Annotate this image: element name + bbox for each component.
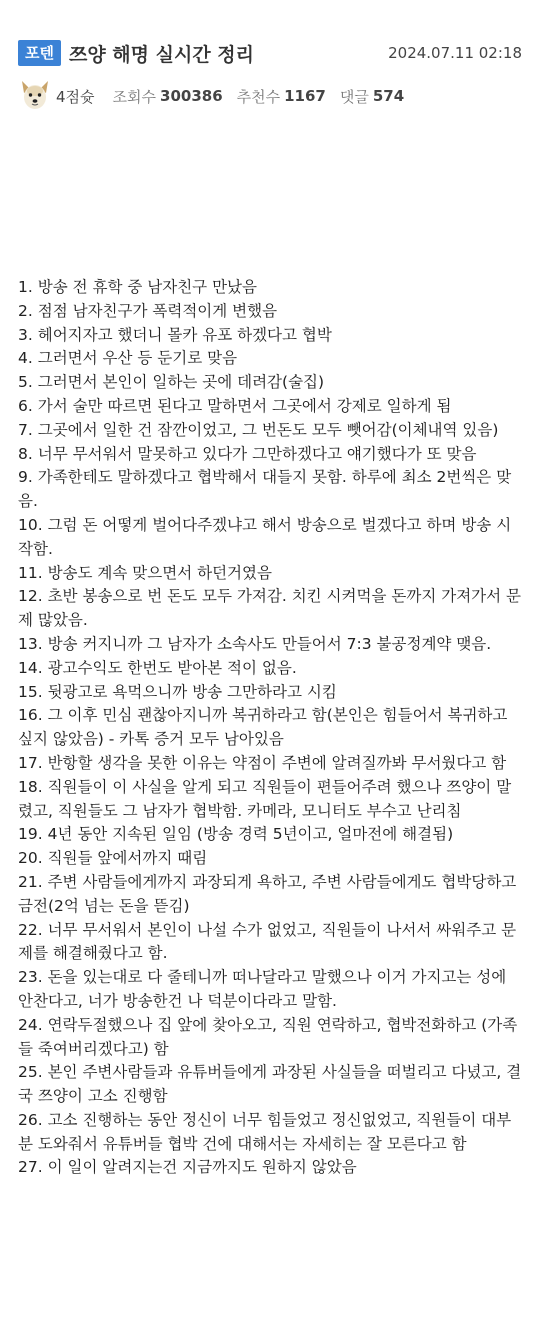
content-line: 17. 반항할 생각을 못한 이유는 약점이 주변에 알려질까봐 무서웠다고 함 — [18, 753, 507, 772]
post-body — [0, 116, 540, 1180]
content-line: 22. 너무 무서워서 본인이 나설 수가 없었고, 직원들이 나서서 싸워주고 문제를 해결해줬다고 함. — [18, 920, 517, 963]
content-line: 19. 4년 동안 지속된 일임 (방송 경력 5년이고, 얼마전에 해결됨) — [18, 825, 454, 844]
post-header — [0, 0, 540, 116]
content-line: 23. 돈을 있는대로 다 줄테니까 떠나달라고 말했으나 이거 가지고는 성에 안찬다고, 너가 방송한건 나 덕분이다라고 말함. — [18, 968, 507, 1010]
content-line: 14. 광고수익도 한번도 받아본 적이 없음. — [18, 658, 297, 677]
content-line: 12. 초반 봉송으로 번 돈도 모두 가져감. 치킨 시켜먹을 돈까지 가져가서 문제 많았음. — [18, 587, 522, 630]
meta-row — [18, 76, 522, 116]
content-line: 13. 방송 커지니까 그 남자가 소속사도 만들어서 7:3 불공정계약 맺음. — [18, 634, 492, 653]
content-line: 25. 본인 주변사람들과 유튜버들에게 과장된 사실들을 떠벌리고 다녔고, 결국 쯔양이 고소 진행함 — [18, 1063, 522, 1106]
author-name[interactable]: 4점슛 — [56, 87, 95, 106]
comments-label: 댓글 — [339, 87, 369, 106]
comments-count[interactable]: 574 — [372, 87, 405, 105]
dog-avatar-icon[interactable] — [18, 79, 52, 113]
content-line: 6. 가서 술만 따르면 된다고 말하면서 그곳에서 강제로 일하게 됨 — [18, 396, 452, 415]
board-badge[interactable]: 포텐 — [18, 40, 61, 66]
content-line: 5. 그러면서 본인이 일하는 곳에 데려감(술집) — [18, 373, 325, 392]
post-date: 2024.07.11 02:18 — [388, 44, 522, 62]
content-line: 15. 뒷광고로 욕먹으니까 방송 그만하라고 시킴 — [18, 682, 337, 701]
content-line: 1. 방송 전 휴학 중 남자친구 만났음 — [18, 278, 258, 296]
content-line: 11. 방송도 계속 맞으면서 하던거였음 — [18, 563, 272, 582]
content-line: 9. 가족한테도 말하겠다고 협박해서 대들지 못함. 하루에 최소 2번씩은 맞음. — [18, 468, 512, 511]
content-line: 3. 헤어지자고 했더니 몰카 유포 하겠다고 협박 — [18, 325, 332, 344]
title-row — [18, 38, 522, 68]
content-line: 4. 그러면서 우산 등 둔기로 맞음 — [18, 349, 238, 368]
content-line: 7. 그곳에서 일한 건 잠깐이었고, 그 번돈도 모두 뺏어감(이체내역 있음) — [18, 420, 499, 439]
post-title: 쯔양 해명 실시간 정리 — [68, 43, 255, 66]
content-line: 24. 연락두절했으나 집 앞에 찾아오고, 직원 연락하고, 협박전화하고 (가족들 죽여버리겠다고) 함 — [18, 1015, 518, 1058]
content-line: 2. 점점 남자친구가 폭력적이게 변했음 — [18, 301, 278, 320]
content-line: 10. 그럼 돈 어떻게 벌어다주겠냐고 해서 방송으로 벌겠다고 하며 방송 시작함. — [18, 515, 512, 558]
content-line: 18. 직원들이 이 사실을 알게 되고 직원들이 편들어주려 했으나 쯔양이 말렸고, 직원들도 그 남자가 협박함. 카메라, 모니터도 부수고 난리침 — [18, 777, 512, 820]
likes-count: 1167 — [284, 87, 326, 105]
content-line: 26. 고소 진행하는 동안 정신이 너무 힘들었고 정신없었고, 직원들이 대부분 도와줘서 유튜버들 협박 건에 대해서는 자세히는 잘 모른다고 함 — [18, 1110, 512, 1153]
content-line: 27. 이 일이 알려지는건 지금까지도 원하지 않았음 — [18, 1158, 357, 1177]
likes-label: 추천수 — [236, 87, 281, 106]
content-line: 16. 그 이후 민심 괜찮아지니까 복귀하라고 함(본인은 힘들어서 복귀하고 싶지 않았음) - 카톡 증거 모두 남아있음 — [18, 706, 508, 749]
content-line: 21. 주변 사람들에게까지 과장되게 욕하고, 주변 사람들에게도 협박당하고 금전(2억 넘는 돈을 뜯김) — [18, 872, 517, 915]
content-line: 8. 너무 무서워서 말못하고 있다가 그만하겠다고 얘기했다가 또 맞음 — [18, 444, 477, 463]
views-count: 300386 — [160, 87, 223, 105]
content-line: 20. 직원들 앞에서까지 때림 — [18, 849, 208, 868]
views-label: 조회수 — [112, 87, 157, 106]
